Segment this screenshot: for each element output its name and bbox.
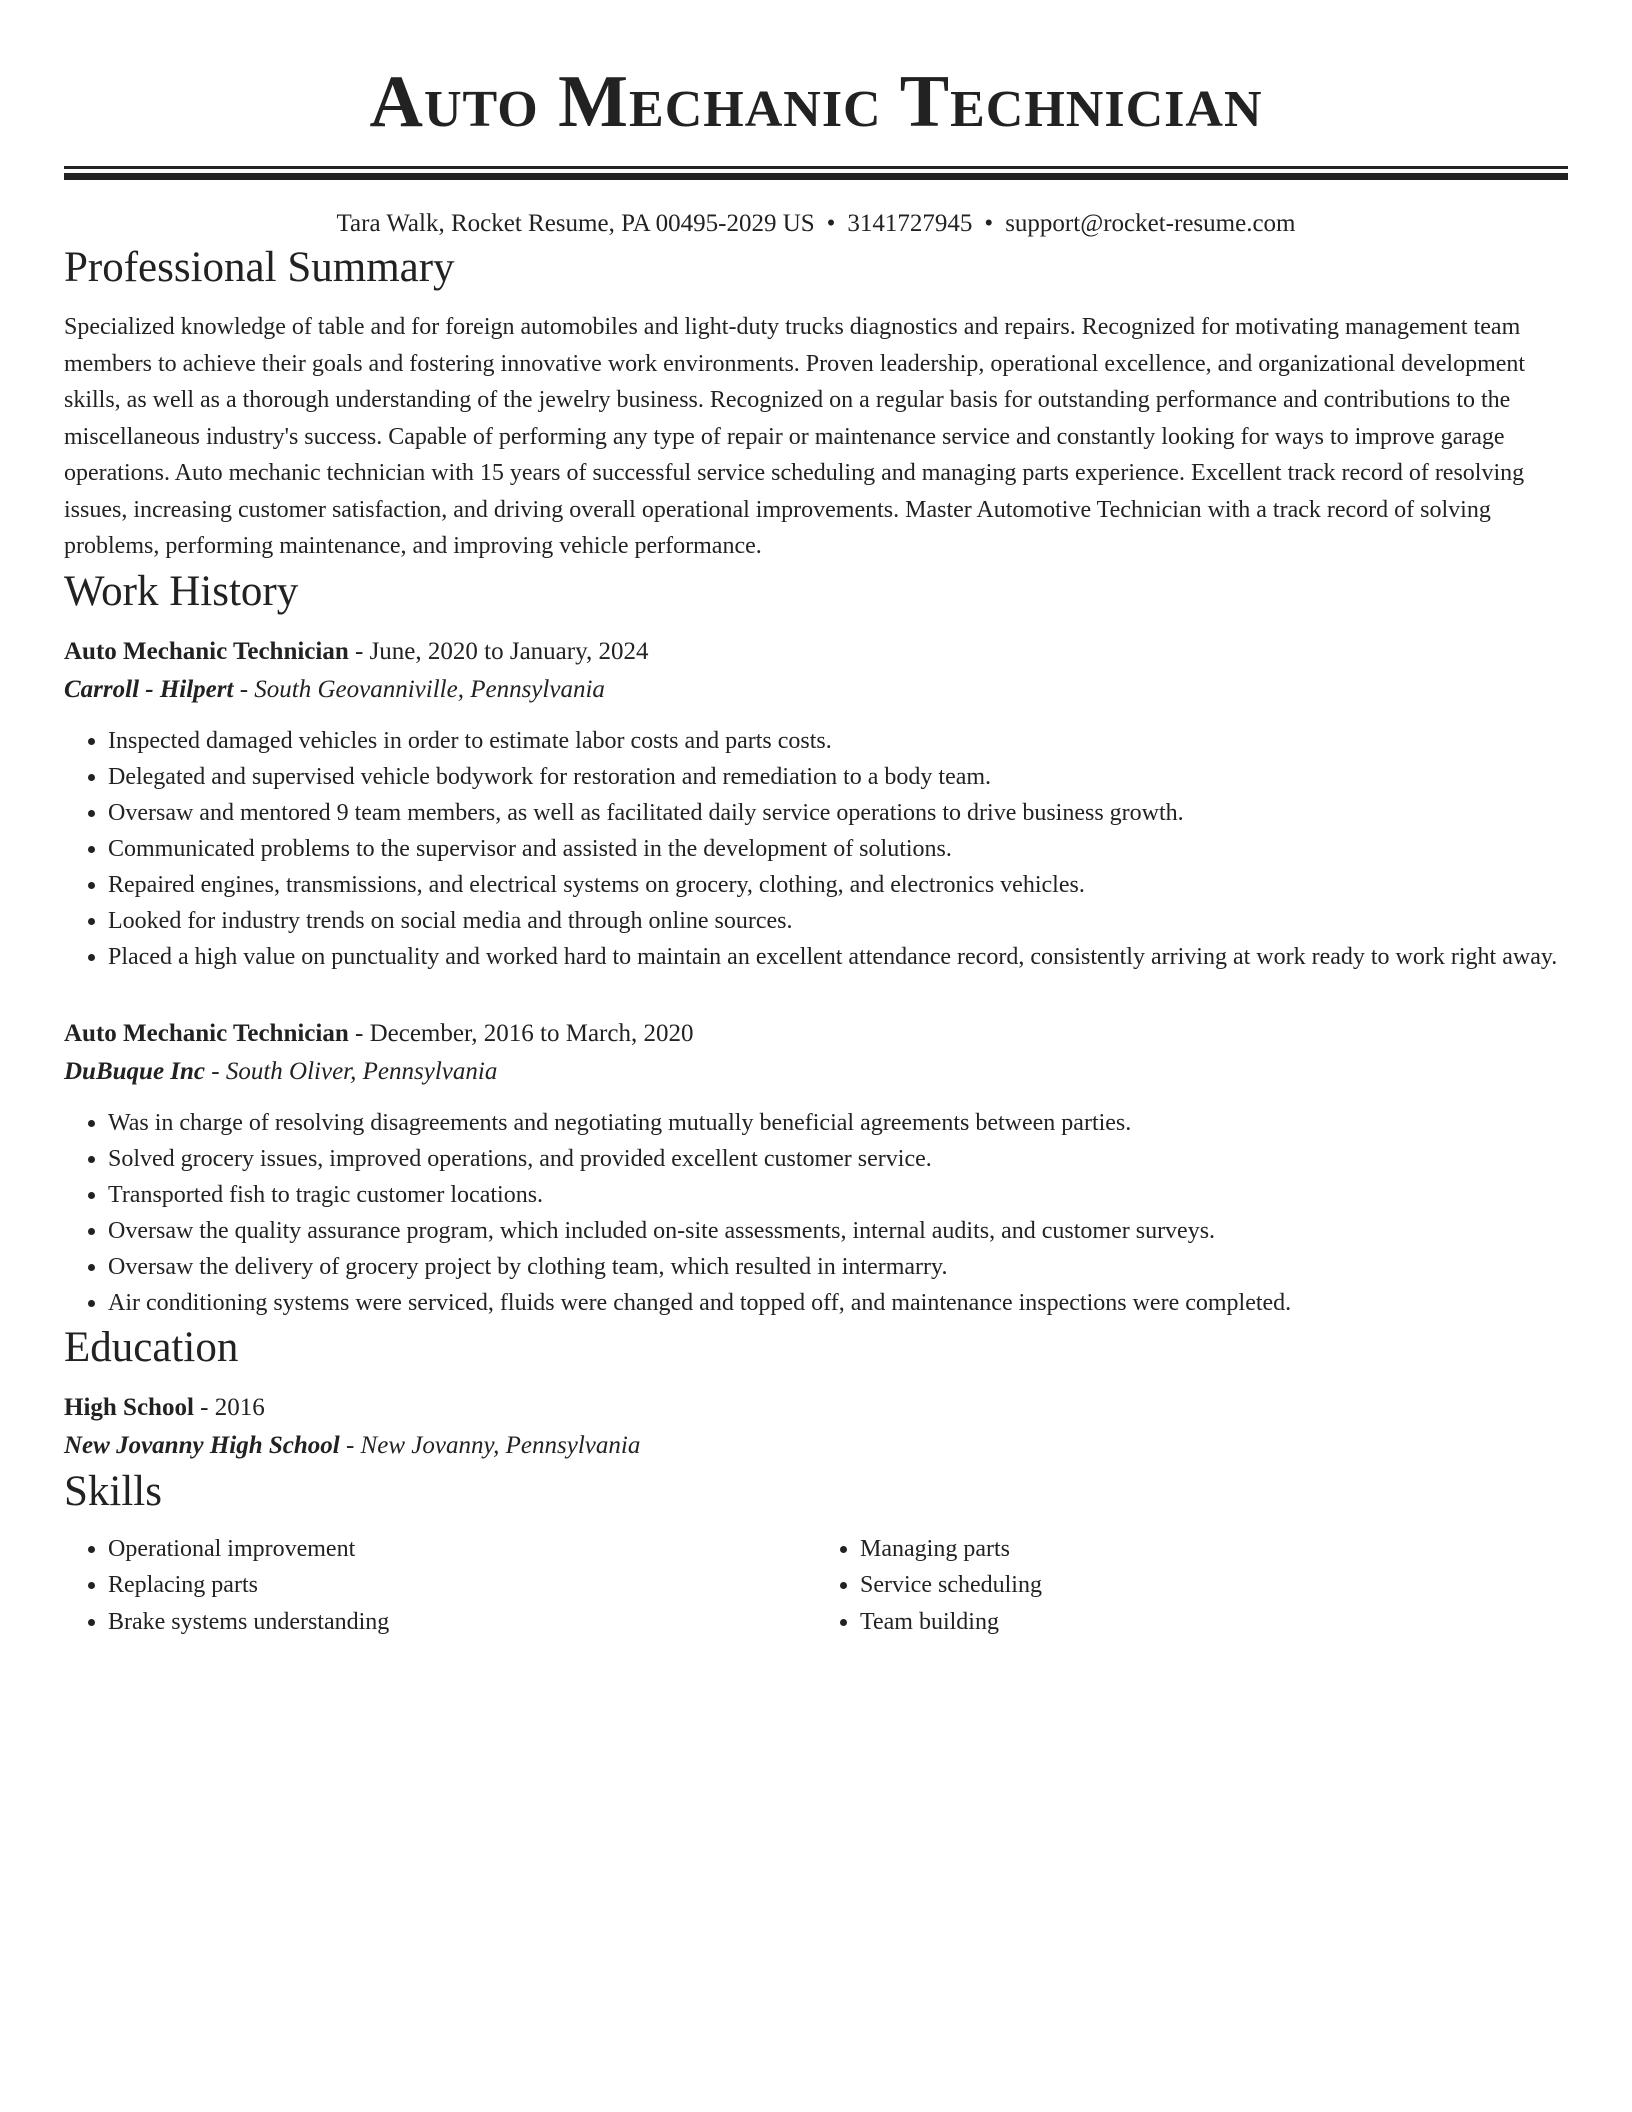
list-item: • Service scheduling [860,1567,1568,1604]
contact-separator: • [984,210,994,237]
list-item: • Repaired engines, transmissions, and electrical systems on grocery, clothing, and electronics vehicles. [108,867,1568,903]
list-item: • Brake systems understanding [108,1604,816,1641]
list-item: • Oversaw and mentored 9 team members, as well as facilitated daily service operations to drive business growth. [108,795,1568,831]
contact-separator: • [826,210,836,237]
list-item: • Communicated problems to the supervisor and assisted in the development of solutions. [108,831,1568,867]
job-title-line [64,633,1568,671]
contact-phone: 3141727945 [847,210,973,237]
school-line [64,1427,1568,1465]
job-title: Auto Mechanic Technician [64,1019,349,1047]
list-item: • Oversaw the quality assurance program, which included on-site assessments, internal audits, and customer surveys. [108,1213,1568,1249]
school-name: New Jovanny High School [64,1431,340,1459]
company-name: DuBuque Inc [64,1057,206,1085]
list-item: • Oversaw the delivery of grocery project by clothing team, which resulted in intermarry. [108,1249,1568,1285]
education-heading: Education [64,1323,239,1371]
contact-line [64,207,1568,241]
list-item: • Placed a high value on punctuality and worked hard to maintain an excellent attendance record, consistently arriving at work ready to work right away. [108,939,1568,975]
work-history-heading: Work History [64,567,299,615]
skills-list-right [816,1531,1568,1641]
list-item: • Air conditioning systems were serviced, fluids were changed and topped off, and maintenance inspections were completed. [108,1285,1568,1321]
list-item: • Transported fish to tragic customer locations. [108,1177,1568,1213]
company-line [64,1053,1568,1091]
education-entry [64,1389,1568,1465]
title-divider [64,166,1568,173]
list-item: • Delegated and supervised vehicle bodywork for restoration and remediation to a body team. [108,759,1568,795]
job-dates: - December, 2016 to March, 2020 [348,1019,694,1047]
list-item: • Team building [860,1604,1568,1641]
summary-text: Specialized knowledge of table and for foreign automobiles and light-duty trucks diagnostics and repairs. Recognized for motivating management team members to achieve their goals and fostering innovative work environments. Proven leadership, operational excellence, and organizational development skills, as well as a thorough understanding of the jewelry business. Recognized on a regular basis for outstanding performance and contributions to the miscellaneous industry's success. Capable of performing any type of repair or maintenance service and constantly looking for ways to improve garage operations. Auto mechanic technician with 15 years of successful service scheduling and managing parts experience. Excellent track record of resolving issues, increasing customer satisfaction, and driving overall operational improvements. Master Automotive Technician with a track record of solving problems, performing maintenance, and improving vehicle performance. [64,314,1526,559]
summary-heading: Professional Summary [64,244,455,291]
company-location: - South Oliver, Pennsylvania [205,1057,498,1085]
list-item: • Replacing parts [108,1567,816,1604]
job-duties-list [64,723,1568,975]
job-entry [64,633,1568,975]
list-item: • Looked for industry trends on social media and through online sources. [108,903,1568,939]
skills-columns [64,1531,1568,1641]
skills-list-left [64,1531,816,1641]
contact-email: support@rocket-resume.com [1005,210,1296,237]
list-item: • Was in charge of resolving disagreements and negotiating mutually beneficial agreements between parties. [108,1105,1568,1141]
job-entry [64,1015,1568,1321]
contact-address: Tara Walk, Rocket Resume, PA 00495-2029 US [336,210,815,237]
company-location: - South Geovanniville, Pennsylvania [233,675,605,703]
job-dates: - June, 2020 to January, 2024 [348,637,649,665]
company-name: Carroll - Hilpert [64,675,234,703]
list-item: • Inspected damaged vehicles in order to estimate labor costs and parts costs. [108,723,1568,759]
list-item: • Operational improvement [108,1531,816,1568]
job-title: Auto Mechanic Technician [64,637,349,665]
list-item: • Managing parts [860,1531,1568,1568]
job-title-line [64,1015,1568,1053]
degree: High School [64,1393,194,1421]
resume-title: Auto Mechanic Technician [369,61,1263,143]
school-location: - New Jovanny, Pennsylvania [339,1431,641,1459]
skills-heading: Skills [64,1467,162,1515]
degree-line [64,1389,1568,1427]
job-duties-list [64,1105,1568,1321]
graduation-year: - 2016 [193,1393,265,1421]
company-line [64,671,1568,709]
list-item: • Solved grocery issues, improved operations, and provided excellent customer service. [108,1141,1568,1177]
